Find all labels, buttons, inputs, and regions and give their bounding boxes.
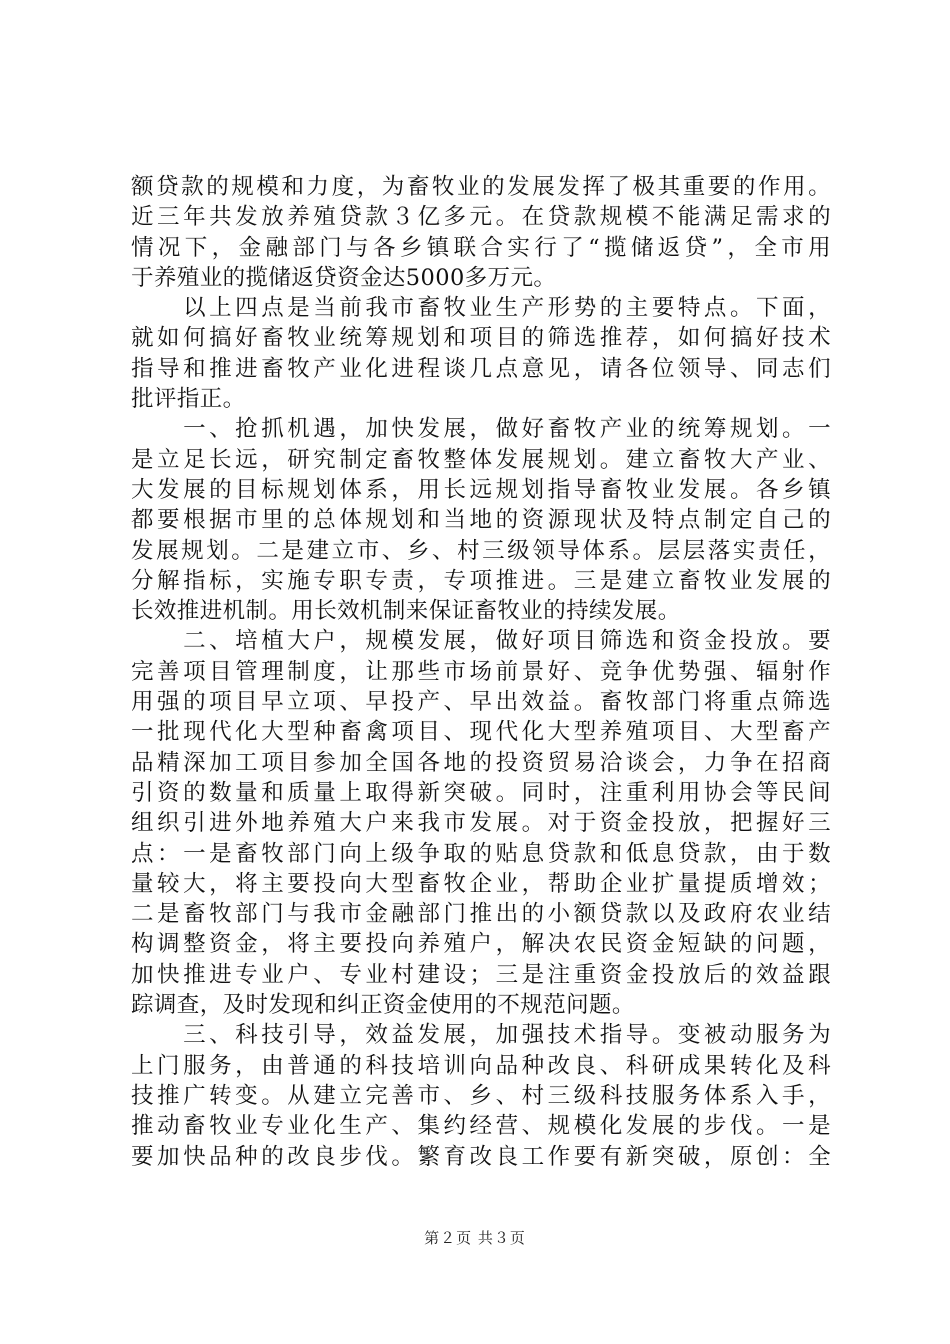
text-line: 就如何搞好畜牧业统筹规划和项目的筛选推荐，如何搞好技术 — [131, 325, 831, 352]
text-line: 一批现代化大型种畜禽项目、现代化大型养殖项目、大型畜产 — [131, 719, 831, 746]
text-line: 于养殖业的揽储返贷资金达5000多万元。 — [131, 264, 557, 291]
text-line: 近三年共发放养殖贷款３亿多元。在贷款规模不能满足需求的 — [131, 204, 831, 231]
page-footer: 第２页 共３页 — [424, 1229, 526, 1247]
text-line: 上门服务，由普通的科技培训向品种改良、科研成果转化及科 — [131, 1052, 831, 1079]
text-line: 引资的数量和质量上取得新突破。同时，注重利用协会等民间 — [131, 779, 831, 806]
text-line: 踪调查，及时发现和纠正资金使用的不规范问题。 — [131, 992, 635, 1019]
text-line: 点：一是畜牧部门向上级争取的贴息贷款和低息贷款，由于数 — [131, 840, 831, 867]
text-line: 技推广转变。从建立完善市、乡、村三级科技服务体系入手， — [131, 1082, 831, 1109]
text-line: 情况下，金融部门与各乡镇联合实行了“揽储返贷”，全市用 — [131, 234, 831, 261]
text-line: 二是畜牧部门与我市金融部门推出的小额贷款以及政府农业结 — [131, 901, 831, 928]
text-line: 组织引进外地养殖大户来我市发展。对于资金投放，把握好三 — [131, 810, 831, 837]
text-line: 完善项目管理制度，让那些市场前景好、竞争优势强、辐射作 — [131, 658, 831, 685]
text-line: 要加快品种的改良步伐。繁育改良工作要有新突破，原创：全 — [131, 1143, 831, 1170]
text-line: 三、科技引导，效益发展，加强技术指导。变被动服务为 — [131, 1022, 831, 1049]
text-line: 以上四点是当前我市畜牧业生产形势的主要特点。下面， — [131, 295, 831, 322]
text-line: 二、培植大户，规模发展，做好项目筛选和资金投放。要 — [131, 628, 831, 655]
text-line: 长效推进机制。用长效机制来保证畜牧业的持续发展。 — [131, 598, 681, 625]
text-line: 构调整资金，将主要投向养殖户，解决农民资金短缺的问题， — [131, 931, 831, 958]
text-line: 是立足长远，研究制定畜牧整体发展规划。建立畜牧大产业、 — [131, 446, 831, 473]
text-line: 一、抢抓机遇，加快发展，做好畜牧产业的统筹规划。一 — [131, 416, 831, 443]
text-line: 都要根据市里的总体规划和当地的资源现状及特点制定自己的 — [131, 507, 831, 534]
text-line: 额贷款的规模和力度，为畜牧业的发展发挥了极其重要的作用。 — [131, 174, 831, 200]
text-line: 推动畜牧业专业化生产、集约经营、规模化发展的步伐。一是 — [131, 1113, 831, 1140]
text-line: 大发展的目标规划体系，用长远规划指导畜牧业发展。各乡镇 — [131, 476, 831, 503]
text-line: 指导和推进畜牧产业化进程谈几点意见，请各位领导、同志们 — [131, 355, 831, 382]
text-line: 发展规划。二是建立市、乡、村三级领导体系。层层落实责任， — [131, 537, 831, 564]
text-line: 量较大，将主要投向大型畜牧企业，帮助企业扩量提质增效； — [131, 870, 831, 897]
text-line: 品精深加工项目参加全国各地的投资贸易洽谈会，力争在招商 — [131, 749, 831, 776]
body-text — [131, 172, 831, 1172]
text-line: 分解指标，实施专职专责，专项推进。三是建立畜牧业发展的 — [131, 567, 831, 594]
text-line: 加快推进专业户、专业村建设；三是注重资金投放后的效益跟 — [131, 961, 831, 988]
text-line: 批评指正。 — [131, 386, 246, 413]
text-line: 用强的项目早立项、早投产、早出效益。畜牧部门将重点筛选 — [131, 689, 831, 716]
